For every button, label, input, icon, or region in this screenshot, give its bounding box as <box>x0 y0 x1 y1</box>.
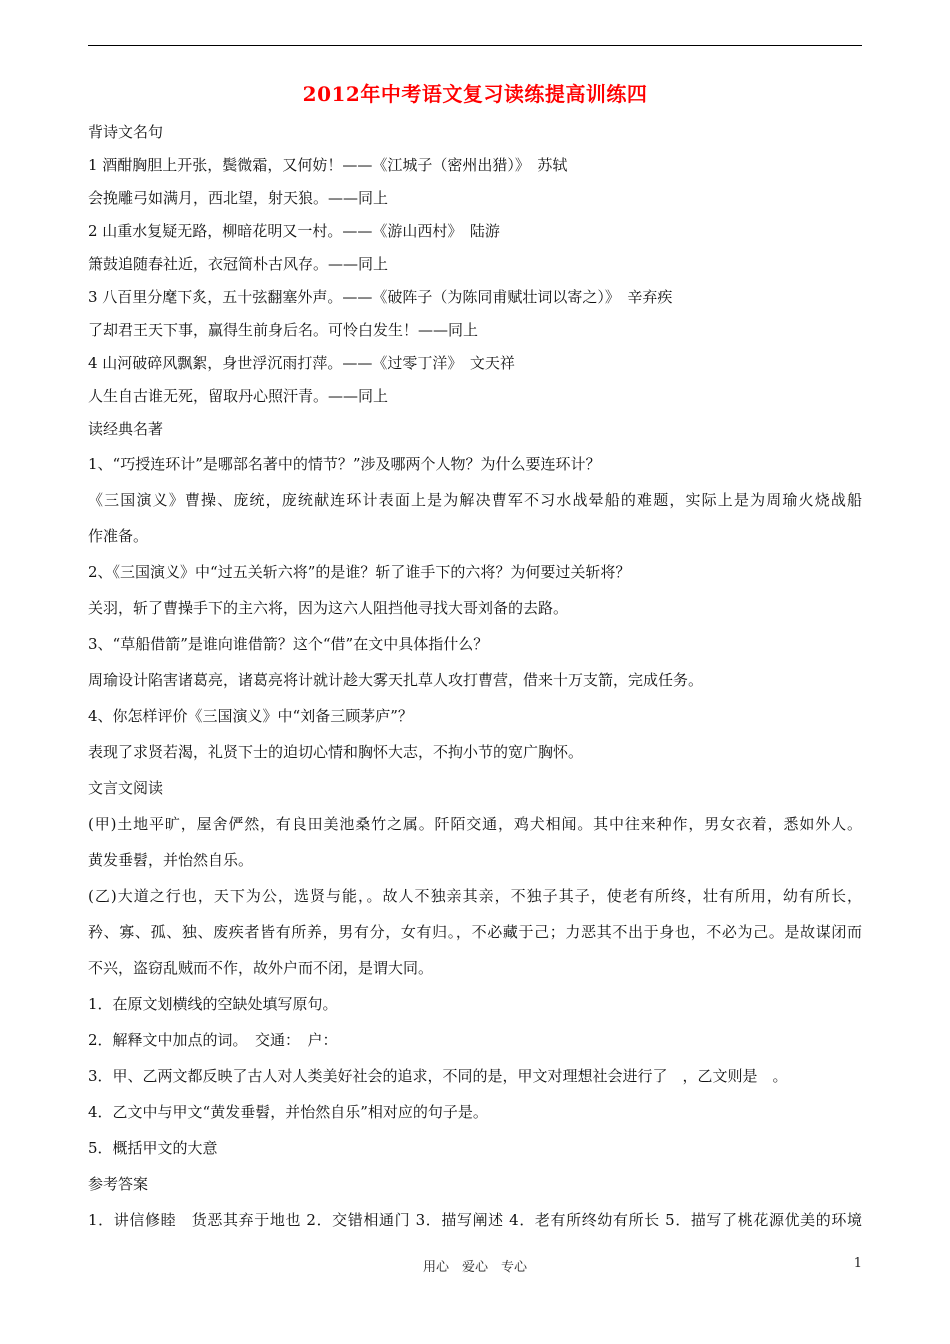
question-line: 4、你怎样评价《三国演义》中“刘备三顾茅庐”？ <box>88 707 413 725</box>
exercise-line: 5．概括甲文的大意 <box>88 1139 218 1157</box>
document-title: 2012年中考语文复习读练提高训练四 <box>302 82 648 106</box>
answer-line: 周瑜设计陷害诸葛亮，诸葛亮将计就计趁大雾天扎草人攻打曹营，借来十万支箭，完成任务。 <box>88 671 704 689</box>
page-number: 1 <box>853 1256 862 1271</box>
poem-line: 3 八百里分麾下炙，五十弦翻塞外声。——《破阵子（为陈同甫赋壮词以寄之）》 辛弃疾 <box>88 288 673 306</box>
passage-line: 不兴，盗窃乱贼而不作，故外户而不闭，是谓大同。 <box>88 959 434 977</box>
answer-line: 《三国演义》曹操、庞统，庞统献连环计表面上是为解决曹军不习水战晕船的难题，实际上是为周瑜火烧战船 <box>88 491 862 509</box>
question-line: 1、“巧授连环计”是哪部名著中的情节？”涉及哪两个人物？为什么要连环计？ <box>88 455 601 473</box>
poem-line: 人生自古谁无死，留取丹心照汗青。——同上 <box>88 387 389 405</box>
poem-line: 4 山河破碎风飘絮，身世浮沉雨打萍。——《过零丁洋》 文天祥 <box>88 354 515 372</box>
poem-line: 会挽雕弓如满月，西北望，射天狼。——同上 <box>88 189 389 207</box>
answer-key-line: 1．讲信修睦 货恶其弃于地也 2．交错相通门 3．描写阐述 4．老有所终幼有所长 5．描写了桃花源优美的环境 <box>88 1211 862 1229</box>
question-line: 2、《三国演义》中“过五关斩六将”的是谁？斩了谁手下的六将？为何要过关斩将？ <box>88 563 631 581</box>
passage-line: (甲)土地平旷，屋舍俨然，有良田美池桑竹之属。阡陌交通，鸡犬相闻。其中往来种作，男女衣着，悉如外人。 <box>88 815 862 833</box>
exercise-line: 2．解释文中加点的词。 交通： 户： <box>88 1031 338 1049</box>
passage-line: (乙)大道之行也，天下为公，选贤与能，。故人不独亲其亲，不独子其子，使老有所终，壮有所用，幼有所长， <box>88 887 862 905</box>
document-body <box>88 116 862 1238</box>
poem-line: 了却君王天下事，赢得生前身后名。可怜白发生！——同上 <box>88 321 479 339</box>
exercise-line: 4．乙文中与甲文“黄发垂髫，并怡然自乐”相对应的句子是。 <box>88 1103 488 1121</box>
header-rule <box>88 45 862 46</box>
poem-line: 1 酒酣胸胆上开张，鬓微霜，又何妨！——《江城子（密州出猎）》 苏轼 <box>88 156 568 174</box>
section-heading-classical-chinese: 文言文阅读 <box>88 779 164 797</box>
answer-line: 作准备。 <box>88 527 149 545</box>
question-line: 3、“草船借箭”是谁向谁借箭？这个“借”在文中具体指什么？ <box>88 635 489 653</box>
exercise-line: 1．在原文划横线的空缺处填写原句。 <box>88 995 338 1013</box>
answer-line: 关羽，斩了曹操手下的主六将，因为这六人阻挡他寻找大哥刘备的去路。 <box>88 599 569 617</box>
section-heading-poems: 背诗文名句 <box>88 123 164 141</box>
section-heading-answers: 参考答案 <box>88 1175 149 1193</box>
poem-line: 2 山重水复疑无路，柳暗花明又一村。——《游山西村》 陆游 <box>88 222 500 240</box>
passage-line: 矜、寡、孤、独、废疾者皆有所养，男有分，女有归。，不必藏于己；力恶其不出于身也，不必为己。是故谋闭而 <box>88 923 862 941</box>
poem-line: 箫鼓追随春社近，衣冠简朴古风存。——同上 <box>88 255 389 273</box>
passage-line: 黄发垂髫，并怡然自乐。 <box>88 851 254 869</box>
footer-motto: 用心 爱心 专心 <box>422 1260 527 1275</box>
answer-line: 表现了求贤若渴，礼贤下士的迫切心情和胸怀大志，不拘小节的宽广胸怀。 <box>88 743 584 761</box>
exercise-line: 3．甲、乙两文都反映了古人对人类美好社会的追求，不同的是，甲文对理想社会进行了 ，乙文则是 。 <box>88 1067 788 1085</box>
section-heading-classics: 读经典名著 <box>88 420 164 438</box>
